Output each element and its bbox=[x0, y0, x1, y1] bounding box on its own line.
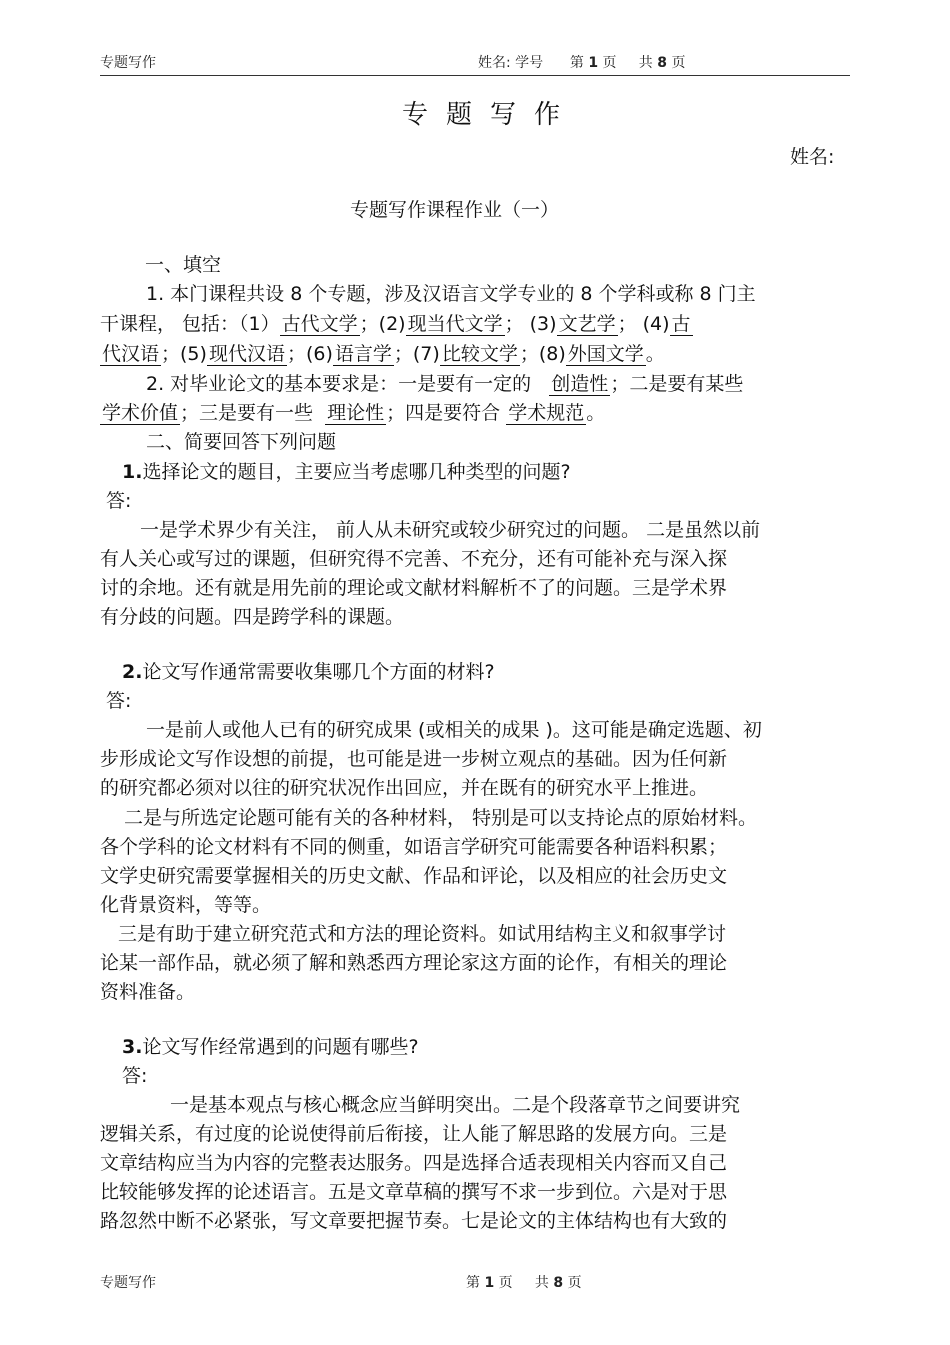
q1-end: 。 bbox=[645, 343, 665, 365]
q2-line1 bbox=[146, 370, 743, 399]
s2-q1-question bbox=[122, 458, 571, 487]
q1-sep-5: ；(5) bbox=[161, 343, 207, 365]
header-name-label: 姓名: bbox=[478, 55, 511, 71]
q2-sep-3: ；三是要有一些 bbox=[180, 402, 314, 424]
s2-q3-answer-line: 逻辑关系，有过度的论说使得前后衔接，让人能了解思路的发展方向。三是 bbox=[100, 1123, 728, 1145]
name-label: 姓名: bbox=[790, 146, 835, 168]
header-total-number: 8 bbox=[657, 55, 667, 71]
s2-q3-answer-line: 路忽然中断不必紧张，写文章要把握节奏。七是论文的主体结构也有大致的 bbox=[100, 1210, 728, 1232]
header-page-unit: 页 bbox=[602, 55, 617, 71]
s2-q2-answer-line: 化背景资料，等等。 bbox=[100, 894, 272, 916]
s2-q2-answer-line: 二是与所选定论题可能有关的各种材料， 特别是可以支持论点的原始材料。 bbox=[124, 807, 758, 829]
q1-sep-8: ；(8) bbox=[519, 343, 566, 365]
q1-line2 bbox=[100, 310, 693, 339]
s2-q2-answer-line: 一是前人或他人已有的研究成果 (或相关的成果 )。这可能是确定选题、初 bbox=[146, 719, 762, 741]
footer-total-unit: 页 bbox=[567, 1275, 582, 1291]
q2-sep-2: ；二是要有某些 bbox=[610, 373, 744, 395]
s2-q2-answer-line: 三是有助于建立研究范式和方法的理论资料。如试用结构主义和叙事学讨 bbox=[118, 923, 727, 945]
q1-line3 bbox=[100, 340, 665, 369]
s2-q3-answer-line: 一是基本观点与核心概念应当鲜明突出。二是个段落章节之间要讲究 bbox=[170, 1094, 741, 1116]
q1-blank-7: 比较文学 bbox=[441, 343, 518, 365]
s2-q2-answer-line: 文学史研究需要掌握相关的历史文献、作品和评论，以及相应的社会历史文 bbox=[100, 865, 728, 887]
q1-blank-1: 古代文学 bbox=[281, 313, 358, 335]
q1-prefix: 干课程， 包括：（1） bbox=[100, 313, 280, 335]
s2-q2-answer-line: 步形成论文写作设想的前提，也可能是进一步树立观点的基础。因为任何新 bbox=[100, 748, 728, 770]
q2-blank-1: 创造性 bbox=[551, 373, 609, 395]
footer-total-prefix: 共 bbox=[534, 1275, 549, 1291]
s2-q3-number: 3. bbox=[122, 1036, 143, 1058]
footer-page-number: 1 bbox=[484, 1275, 495, 1291]
q2-blank-3: 理论性 bbox=[327, 402, 385, 424]
header-rule bbox=[100, 75, 850, 76]
s2-q2-answer-line: 论某一部作品，就必须了解和熟悉西方理论家这方面的论作，有相关的理论 bbox=[100, 952, 728, 974]
q2-sep-4: ；四是要符合 bbox=[386, 402, 501, 424]
q1-sep-3: ； (3) bbox=[504, 313, 557, 335]
q2-line2 bbox=[100, 399, 605, 428]
header-total-unit: 页 bbox=[671, 55, 686, 71]
header-left: 专题写作 bbox=[100, 55, 156, 71]
s2-q1-number: 1. bbox=[122, 461, 143, 483]
s2-q2-answer-line: 的研究都必须对以往的研究状况作出回应，并在既有的研究水平上推进。 bbox=[100, 777, 709, 799]
s2-q1-answer-line: 讨的余地。还有就是用先前的理论或文献材料解析不了的问题。三是学术界 bbox=[100, 577, 728, 599]
s2-q3-question bbox=[122, 1033, 419, 1062]
s2-q1-answer-line: 有分歧的问题。四是跨学科的课题。 bbox=[100, 606, 405, 628]
s2-q2-answer-line: 资料准备。 bbox=[100, 981, 196, 1003]
s2-q3-text: 论文写作经常遇到的问题有哪些? bbox=[142, 1036, 419, 1058]
header-page-info bbox=[478, 52, 685, 72]
footer-total-number: 8 bbox=[553, 1275, 564, 1291]
q1-line1: 1. 本门课程共设 8 个专题，涉及汉语言文学专业的 8 个学科或称 8 门主 bbox=[146, 283, 756, 305]
s2-q2-number: 2. bbox=[122, 661, 143, 683]
q2-end: 。 bbox=[586, 402, 606, 424]
footer-page-info bbox=[466, 1272, 582, 1292]
header-total-prefix: 共 bbox=[638, 55, 653, 71]
q1-sep-6: ；(6) bbox=[286, 343, 333, 365]
s2-q1-answer-label: 答: bbox=[106, 490, 132, 512]
q1-sep-2: ；(2) bbox=[359, 313, 406, 335]
document-subtitle: 专题写作课程作业（一） bbox=[350, 199, 560, 221]
s2-q1-answer-line: 有人关心或写过的课题，但研究得不完善、不充分，还有可能补充与深入探 bbox=[100, 548, 728, 570]
q2-blank-2: 学术价值 bbox=[102, 402, 179, 424]
document-title: 专题写作 bbox=[402, 100, 579, 130]
q1-blank-5: 现代汉语 bbox=[208, 343, 285, 365]
s2-q1-answer-line: 一是学术界少有关注， 前人从未研究或较少研究过的问题。 二是虽然以前 bbox=[140, 519, 761, 541]
header-page-number: 1 bbox=[588, 55, 599, 71]
q1-sep-7: ；(7) bbox=[393, 343, 440, 365]
section2-heading: 二、简要回答下列问题 bbox=[146, 431, 337, 453]
footer-left: 专题写作 bbox=[100, 1275, 156, 1291]
s2-q2-answer-line: 各个学科的论文材料有不同的侧重，如语言学研究可能需要各种语料积累； bbox=[100, 836, 728, 858]
s2-q2-answer-label: 答: bbox=[106, 690, 132, 712]
q2-prefix: 2. 对毕业论文的基本要求是：一是要有一定的 bbox=[146, 373, 532, 395]
s2-q1-text: 选择论文的题目，主要应当考虑哪几种类型的问题? bbox=[142, 461, 571, 483]
s2-q3-answer-line: 比较能够发挥的论述语言。五是文章草稿的撰写不求一步到位。六是对于思 bbox=[100, 1181, 728, 1203]
q1-blank-4b: 代汉语 bbox=[102, 343, 160, 365]
header-page-prefix: 第 bbox=[569, 55, 584, 71]
s2-q3-answer-line: 文章结构应当为内容的完整表达服务。四是选择合适表现相关内容而又自己 bbox=[100, 1152, 728, 1174]
q1-blank-3: 文艺学 bbox=[558, 313, 616, 335]
s2-q3-answer-label: 答: bbox=[122, 1065, 148, 1087]
q1-blank-4a: 古 bbox=[671, 313, 691, 335]
footer-page-prefix: 第 bbox=[466, 1275, 480, 1291]
q2-blank-4: 学术规范 bbox=[508, 402, 585, 424]
section1-heading: 一、填空 bbox=[145, 254, 222, 276]
s2-q2-question bbox=[122, 658, 495, 687]
q1-blank-2: 现当代文学 bbox=[407, 313, 503, 335]
q1-sep-4: ； (4) bbox=[617, 313, 670, 335]
footer-page-unit: 页 bbox=[498, 1275, 513, 1291]
header-id-label: 学号 bbox=[515, 55, 544, 71]
q1-blank-6: 语言学 bbox=[334, 343, 392, 365]
q1-blank-8: 外国文学 bbox=[567, 343, 644, 365]
s2-q2-text: 论文写作通常需要收集哪几个方面的材料? bbox=[142, 661, 495, 683]
